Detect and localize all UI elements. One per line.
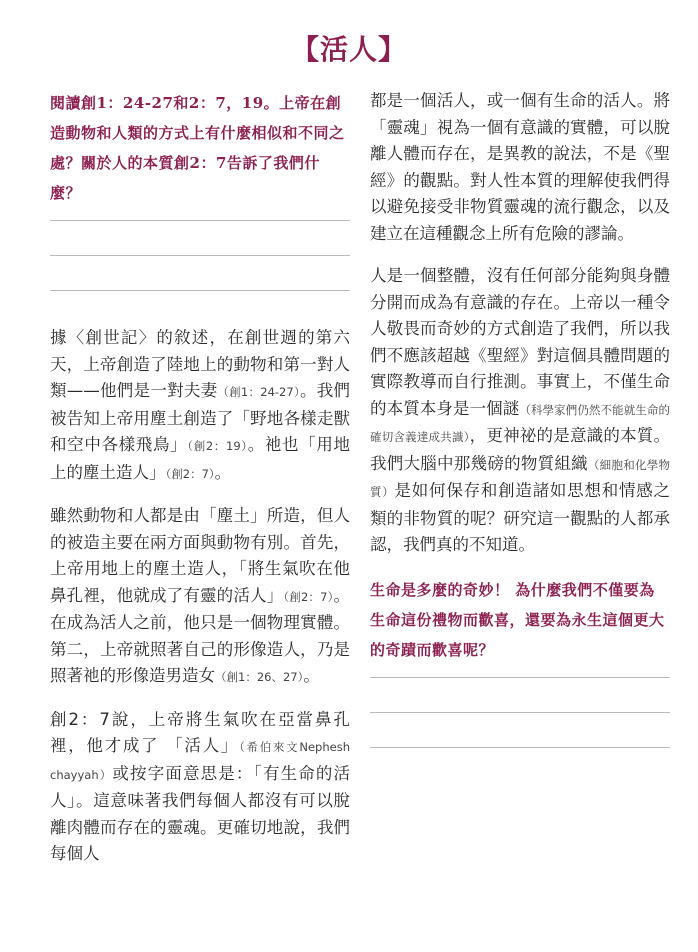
text: 人是一個整體，沒有任何部分能夠與身體分開而成為有意識的存在。上帝以一種令人敬畏而奇妙的方式創造了我們，所以我們不應該超越《聖經》對這個具體問題的實際教導而自行推測。事實上，不僅生命的本質本身是一個謎 <box>370 266 670 418</box>
answer-line[interactable] <box>370 677 670 678</box>
text: 或按字面意思是：「有生命的活人」。這意味著我們每個人都沒有可以脫離肉體而存在的靈魂。更確切地說，我們每個人 <box>50 763 351 863</box>
reference: （創2：19） <box>187 439 248 453</box>
answer-line[interactable] <box>370 747 670 748</box>
reference: （創2：7） <box>283 589 334 604</box>
text: 。 <box>303 666 320 685</box>
reference: （創1：26、27） <box>215 670 304 684</box>
text: 。在成為活人之前，他只是一個物理實體。第二，上帝就照著自己的形像造人，乃是照著祂的形像造男造女 <box>50 585 350 685</box>
study-question-2: 生命是多麼的奇妙！ 為什麼我們不僅要為生命這份禮物而歡喜，還要為永生這個更大的奇蹟而歡喜呢？ <box>370 580 665 659</box>
answer-line[interactable] <box>370 712 670 713</box>
study-question-1: 閱讀創1：24-27和2：7，19。上帝在創造動物和人類的方式上有什麼相似和不同之處？關於人的本質創2：7告訴了我們什麼？ <box>50 94 345 202</box>
right-column <box>370 88 670 782</box>
text: 。祂也「用地上的塵土造人」 <box>50 435 351 482</box>
reference: （科學家們仍然不能就生命的確切含義達成共識） <box>370 402 671 444</box>
page-title: 【活人】 <box>290 33 407 66</box>
paragraph-genesis-account <box>50 325 350 487</box>
reference: （細胞和化學物質） <box>370 457 671 499</box>
answer-line[interactable] <box>50 255 350 256</box>
text: 是如何保存和創造諸如思想和情感之類的非物質的呢？研究這一觀點的人都承認，我們真的不知道。 <box>370 481 671 554</box>
text: 。我們被告知上帝用塵土創造了「野地各樣走獸和空中各樣飛鳥」 <box>50 381 350 454</box>
paragraph-differences <box>50 503 350 691</box>
text: 。 <box>214 462 232 482</box>
paragraph-soul: 都是一個活人，或一個有生命的活人。將「靈魂」視為一個有意識的實體，可以脫離人體而存在，是異教的說法，不是《聖經》的觀點。對人性本質的理解使我們得以避免接受非物質靈魂的流行觀念，以及建立在這種觀念上所有危險的謬論。 <box>370 91 670 243</box>
paragraph-whole-person <box>370 263 670 559</box>
answer-lines-1[interactable] <box>50 220 350 291</box>
paragraph-living-being <box>50 707 350 868</box>
answer-line[interactable] <box>50 220 350 221</box>
left-column <box>50 88 350 884</box>
text: ，更神祕的是意識的本質。我們大腦中那幾磅的物質組織 <box>370 426 671 473</box>
reference: （創2：7） <box>165 466 215 481</box>
answer-line[interactable] <box>50 290 350 291</box>
text: 雖然動物和人都是由「塵土」所造，但人的被造主要在兩方面與動物有別。首先，上帝用地上的塵土造人，「將生氣吹在他鼻孔裡，他就成了有靈的活人」 <box>50 506 350 605</box>
reference: （希伯來文Nephesh chayyah） <box>50 740 351 782</box>
text: 創2：7說，上帝將生氣吹在亞當鼻孔裡，他才成了 「活人」 <box>50 709 350 755</box>
answer-lines-2[interactable] <box>370 677 670 748</box>
reference: （創1：24-27） <box>217 385 300 399</box>
text: 據〈創世記〉的敘述，在創世週的第六天，上帝創造了陸地上的動物和第一對人類——他們是一對夫妻 <box>50 328 350 400</box>
